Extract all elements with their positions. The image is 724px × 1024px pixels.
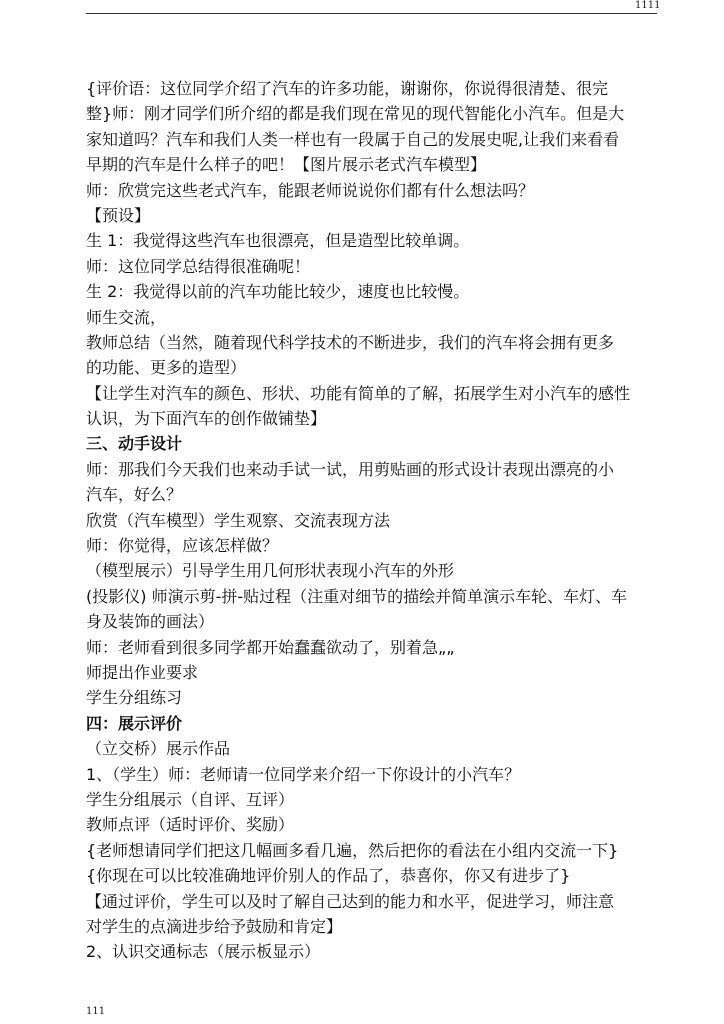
text-line: 学生分组练习 [86, 688, 183, 708]
text-line: 认识，为下面汽车的创作做铺垫】 [86, 409, 327, 429]
text-line: 教师点评（适时评价、奖励） [86, 815, 295, 835]
text-line: 生 1：我觉得这些汽车也很漂亮，但是造型比较单调。 [86, 231, 470, 251]
text-line: (投影仪) 师演示剪-拼-贴过程（注重对细节的描绘并简单演示车轮、车灯、车 [86, 586, 628, 606]
text-line: 教师总结（当然，随着现代科学技术的不断进步，我们的汽车将会拥有更多 [86, 332, 615, 352]
text-line: 汽车，好么？ [86, 485, 183, 505]
text-line: 师：那我们今天我们也来动手试一试，用剪贴画的形式设计表现出漂亮的小 [86, 459, 615, 479]
text-line: 早期的汽车是什么样子的吧！【图片展示老式汽车模型】 [86, 155, 487, 175]
text-line: 【预设】 [86, 205, 151, 225]
text-line: 【让学生对汽车的颜色、形状、功能有简单的了解，拓展学生对小汽车的感性 [86, 383, 631, 403]
text-line: {评价语：这位同学介绍了汽车的许多功能，谢谢你，你说得很清楚、很完 [86, 79, 609, 98]
text-line: 对学生的点滴进步给予鼓励和肯定】 [86, 916, 343, 936]
text-line: 师：你觉得，应该怎样做？ [86, 536, 279, 556]
text-line: {老师想请同学们把这几幅画多看几遍，然后把你的看法在小组内交流一下} [86, 840, 619, 860]
footer-page-number: 111 [86, 1006, 106, 1017]
header-rule [86, 13, 657, 14]
section-heading: 三、动手设计 [86, 434, 183, 454]
text-line: （立交桥）展示作品 [86, 739, 231, 759]
text-line: 的功能、更多的造型） [86, 358, 247, 378]
section-heading: 四：展示评价 [86, 713, 183, 733]
text-line: 1、（学生）师：老师请一位同学来介绍一下你设计的小汽车？ [86, 764, 521, 784]
text-line: （模型展示）引导学生用几何形状表现小汽车的外形 [86, 561, 455, 581]
text-line: 欣赏（汽车模型）学生观察、交流表现方法 [86, 510, 391, 530]
text-line: 整}师：刚才同学们所介绍的都是我们现在常见的现代智能化小汽车。但是大 [86, 104, 625, 124]
text-line: 师提出作业要求 [86, 662, 199, 682]
text-line: 生 2：我觉得以前的汽车功能比较少，速度也比较慢。 [86, 282, 470, 302]
text-line: 家知道吗？汽车和我们人类一样也有一段属于自己的发展史呢,让我们来看看 [86, 129, 620, 149]
text-line: 师：欣赏完这些老式汽车，能跟老师说说你们都有什么想法吗？ [86, 180, 535, 200]
text-line: 身及装饰的画法） [86, 612, 215, 632]
text-line: {你现在可以比较准确地评价别人的作品了，恭喜你，你又有进步了} [86, 866, 571, 886]
text-line: 2、认识交通标志（展示板显示） [86, 942, 321, 962]
text-line: 学生分组展示（自评、互评） [86, 789, 295, 809]
text-line: 【通过评价，学生可以及时了解自己达到的能力和水平，促进学习，师注意 [86, 891, 615, 911]
header-page-number: 1111 [635, 0, 661, 11]
document-body [86, 76, 664, 965]
text-line: 师生交流， [86, 307, 167, 327]
text-line: 师：这位同学总结得很准确呢！ [86, 256, 311, 276]
text-line: 师：老师看到很多同学都开始蠢蠢欲动了，别着急„„ [86, 637, 455, 657]
